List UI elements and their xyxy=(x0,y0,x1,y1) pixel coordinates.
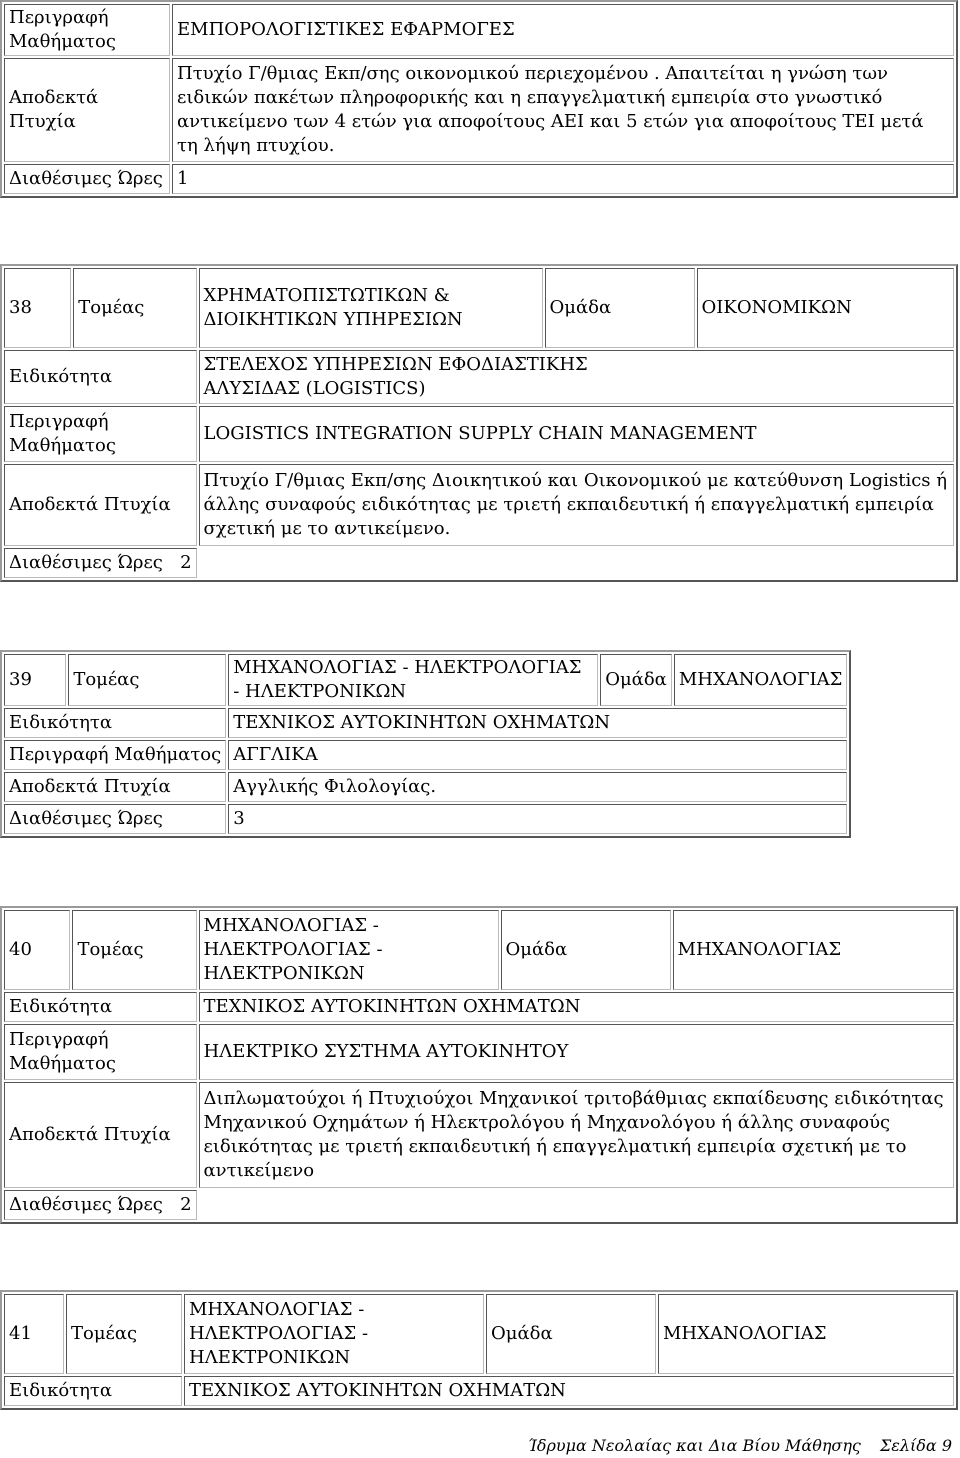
hours-label: Διαθέσιμες Ώρες xyxy=(4,164,170,194)
desc-label: Περιγραφή Μαθήματος xyxy=(4,406,197,462)
hours-label: Διαθέσιμες Ώρες 2 xyxy=(4,1190,197,1220)
specialty-label: Ειδικότητα xyxy=(4,708,226,738)
desc-label: Περιγραφή Μαθήματος xyxy=(4,740,226,770)
sector-value: ΧΡΗΜΑΤΟΠΙΣΤΩΤΙΚΩΝ & ΔΙΟΙΚΗΤΙΚΩΝ ΥΠΗΡΕΣΙΩΝ xyxy=(199,268,543,348)
specialty-label: Ειδικότητα xyxy=(4,992,197,1022)
course-block-39 xyxy=(0,650,851,838)
degrees-value: Διπλωματούχοι ή Πτυχιούχοι Μηχανικοί τριτοβάθμιας εκπαίδευσης ειδικότητας Μηχανικού Οχημάτων ή Ηλεκτρολόγου ή Μηχανολόγου ή άλλης συναφούς ειδικότητας με τριετή εκπαιδευτική ή επαγγελματική εμπειρία σχετική με το αντικείμενο xyxy=(199,1082,954,1188)
group-label: Ομάδα xyxy=(501,910,671,990)
group-label: Ομάδα xyxy=(486,1294,656,1374)
desc-value: ΗΛΕΚΤΡΙΚΟ ΣΥΣΤΗΜΑ ΑΥΤΟΚΙΝΗΤΟΥ xyxy=(199,1024,954,1080)
desc-value: ΑΓΓΛΙΚΑ xyxy=(228,740,847,770)
hours-value: 1 xyxy=(172,164,954,194)
sector-value: ΜΗΧΑΝΟΛΟΓΙΑΣ - ΗΛΕΚΤΡΟΛΟΓΙΑΣ - ΗΛΕΚΤΡΟΝΙΚΩΝ xyxy=(184,1294,484,1374)
sector-label: Τομέας xyxy=(72,910,196,990)
degrees-value: Πτυχίο Γ/θμιας Εκπ/σης Διοικητικού και Οικονομικού με κατεύθυνση Logistics ή άλλης συναφούς ειδικότητας με τριετή εκπαιδευτική ή επαγγελματική εμπειρία σχετική με το αντικείμενο. xyxy=(199,464,954,546)
hours-label: Διαθέσιμες Ώρες 2 xyxy=(4,548,197,578)
specialty-label: Ειδικότητα xyxy=(4,1376,182,1406)
course-block-38 xyxy=(0,264,958,582)
specialty-value: ΣΤΕΛΕΧΟΣ ΥΠΗΡΕΣΙΩΝ ΕΦΟΔΙΑΣΤΙΚΗΣ ΑΛΥΣΙΔΑΣ (LOGISTICS) xyxy=(199,350,954,404)
degrees-label: Αποδεκτά Πτυχία xyxy=(4,464,197,546)
sector-label: Τομέας xyxy=(73,268,196,348)
course-block-0 xyxy=(0,0,958,198)
footer-page: Σελίδα 9 xyxy=(879,1436,952,1455)
sector-label: Τομέας xyxy=(66,1294,182,1374)
hours-value: 3 xyxy=(228,804,847,834)
sector-value: ΜΗΧΑΝΟΛΟΓΙΑΣ - ΗΛΕΚΤΡΟΛΟΓΙΑΣ - ΗΛΕΚΤΡΟΝΙΚΩΝ xyxy=(228,654,598,706)
page-footer xyxy=(514,1434,952,1458)
hours-label: Διαθέσιμες Ώρες xyxy=(4,804,226,834)
specialty-value: ΤΕΧΝΙΚΟΣ ΑΥΤΟΚΙΝΗΤΩΝ ΟΧΗΜΑΤΩΝ xyxy=(184,1376,954,1406)
empty-cell xyxy=(199,548,954,578)
desc-label: Περιγραφή Μαθήματος xyxy=(4,4,170,56)
group-value: ΜΗΧΑΝΟΛΟΓΙΑΣ xyxy=(658,1294,954,1374)
desc-label: Περιγραφή Μαθήματος xyxy=(4,1024,197,1080)
sector-label: Τομέας xyxy=(68,654,226,706)
degrees-label: Αποδεκτά Πτυχία xyxy=(4,1082,197,1188)
desc-value: ΕΜΠΟΡΟΛΟΓΙΣΤΙΚΕΣ ΕΦΑΡΜΟΓΕΣ xyxy=(172,4,954,56)
course-block-41 xyxy=(0,1290,958,1410)
group-value: ΜΗΧΑΝΟΛΟΓΙΑΣ xyxy=(674,654,848,706)
block-number: 38 xyxy=(4,268,71,348)
group-label: Ομάδα xyxy=(600,654,672,706)
group-label: Ομάδα xyxy=(545,268,695,348)
specialty-value: ΤΕΧΝΙΚΟΣ ΑΥΤΟΚΙΝΗΤΩΝ ΟΧΗΜΑΤΩΝ xyxy=(199,992,954,1022)
block-number: 40 xyxy=(4,910,70,990)
course-block-40 xyxy=(0,906,958,1224)
specialty-label: Ειδικότητα xyxy=(4,350,197,404)
block-number: 39 xyxy=(4,654,66,706)
degrees-label: Αποδεκτά Πτυχία xyxy=(4,58,170,162)
degrees-label: Αποδεκτά Πτυχία xyxy=(4,772,226,802)
sector-value: ΜΗΧΑΝΟΛΟΓΙΑΣ - ΗΛΕΚΤΡΟΛΟΓΙΑΣ - ΗΛΕΚΤΡΟΝΙΚΩΝ xyxy=(199,910,499,990)
degrees-value: Πτυχίο Γ/θμιας Εκπ/σης οικονομικού περιεχομένου . Απαιτείται η γνώση των ειδικών πακέτων πληροφορικής και η επαγγελματική εμπειρία στο γνωστικό αντικείμενο των 4 ετών για αποφοίτους ΑΕΙ και 5 ετών για αποφοίτους ΤΕΙ μετά τη λήψη πτυχίου. xyxy=(172,58,954,162)
group-value: ΟΙΚΟΝΟΜΙΚΩΝ xyxy=(697,268,954,348)
degrees-value: Αγγλικής Φιλολογίας. xyxy=(228,772,847,802)
hours-value: 2 xyxy=(180,552,192,573)
group-value: ΜΗΧΑΝΟΛΟΓΙΑΣ xyxy=(673,910,954,990)
hours-value: 2 xyxy=(180,1194,192,1215)
specialty-value: ΤΕΧΝΙΚΟΣ ΑΥΤΟΚΙΝΗΤΩΝ ΟΧΗΜΑΤΩΝ xyxy=(228,708,847,738)
empty-cell xyxy=(199,1190,954,1220)
desc-value: LOGISTICS INTEGRATION SUPPLY CHAIN MANAGEMENT xyxy=(199,406,954,462)
block-number: 41 xyxy=(4,1294,64,1374)
footer-org: Ίδρυμα Νεολαίας και Δια Βίου Μάθησης xyxy=(527,1436,861,1455)
